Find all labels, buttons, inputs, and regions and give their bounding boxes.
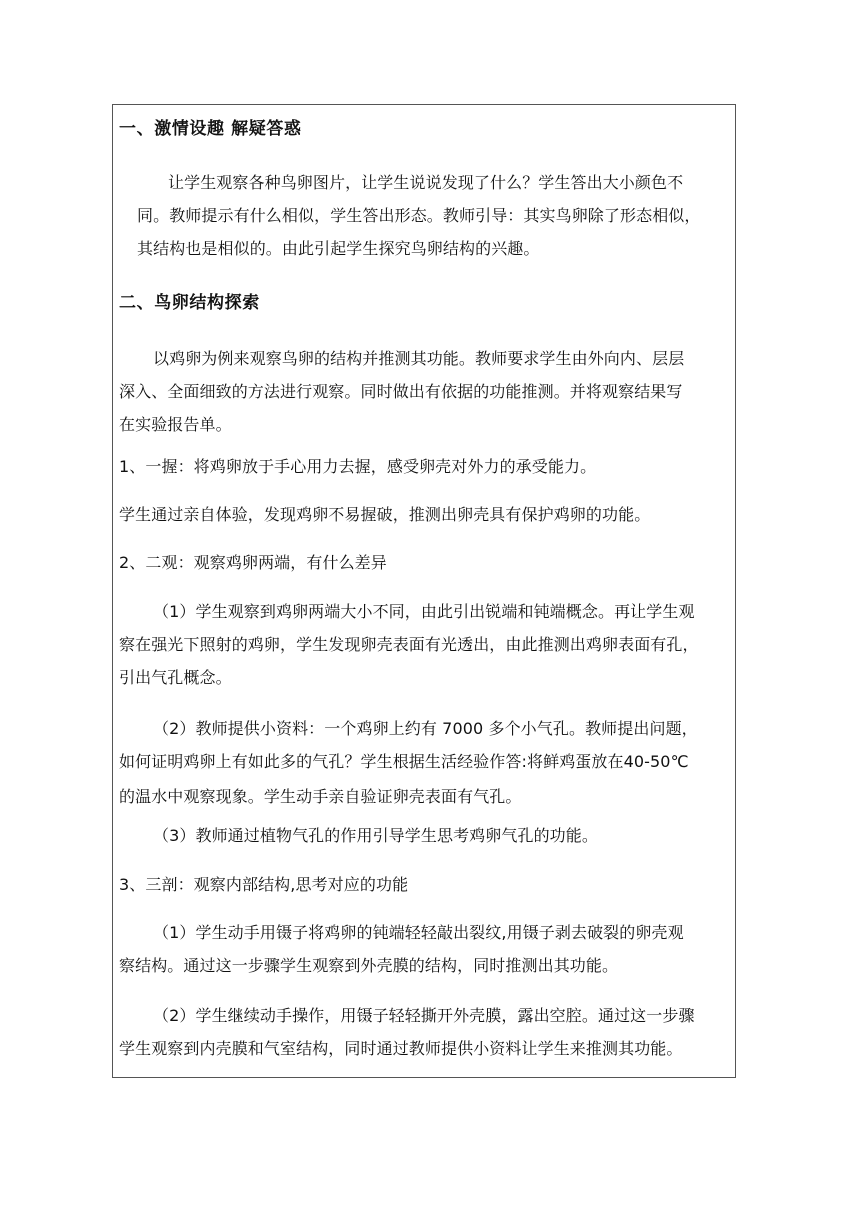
step-title: 2、二观：观察鸡卵两端，有什么差异 <box>119 553 387 572</box>
text-line: 让学生观察各种鸟卵图片，让学生说说发现了什么？学生答出大小颜色不 <box>168 173 684 192</box>
text-line: 其结构也是相似的。由此引起学生探究鸟卵结构的兴趣。 <box>137 239 540 258</box>
section-heading: 一、激情设趣 解疑答惑 <box>119 119 302 139</box>
text-line: 学生观察到内壳膜和气室结构，同时通过教师提供小资料让学生来推测其功能。 <box>119 1039 683 1058</box>
text-line: 同。教师提示有什么相似，学生答出形态。教师引导：其实鸟卵除了形态相似， <box>137 206 701 225</box>
text-line: 以鸡卵为例来观察鸟卵的结构并推测其功能。教师要求学生由外向内、层层 <box>153 349 685 368</box>
step-title: 3、三剖：观察内部结构,思考对应的功能 <box>119 875 409 894</box>
text-line: （1）学生观察到鸡卵两端大小不同，由此引出锐端和钝端概念。再让学生观 <box>153 602 695 621</box>
text-line: 如何证明鸡卵上有如此多的气孔？学生根据生活经验作答:将鲜鸡蛋放在40-50℃ <box>119 752 689 771</box>
text-line: （1）学生动手用镊子将鸡卵的钝端轻轻敲出裂纹,用镊子剥去破裂的卵壳观 <box>153 923 684 942</box>
text-line: 察结构。通过这一步骤学生观察到外壳膜的结构，同时推测出其功能。 <box>119 956 619 975</box>
text-line: 的温水中观察现象。学生动手亲自验证卵壳表面有气孔。 <box>119 787 522 806</box>
text-line: 深入、全面细致的方法进行观察。同时做出有依据的功能推测。并将观察结果写 <box>119 382 683 401</box>
text-line: （2）学生继续动手操作，用镊子轻轻撕开外壳膜，露出空腔。通过这一步骤 <box>153 1006 695 1025</box>
text-line: （3）教师通过植物气孔的作用引导学生思考鸡卵气孔的功能。 <box>153 826 598 845</box>
text-line: 察在强光下照射的鸡卵，学生发现卵壳表面有光透出，由此推测出鸡卵表面有孔， <box>119 635 699 654</box>
section-heading: 二、鸟卵结构探索 <box>119 293 260 313</box>
step-title: 1、一握：将鸡卵放于手心用力去握，感受卵壳对外力的承受能力。 <box>119 457 597 476</box>
text-line: 引出气孔概念。 <box>119 668 232 687</box>
text-line: 学生通过亲自体验，发现鸡卵不易握破，推测出卵壳具有保护鸡卵的功能。 <box>119 505 651 524</box>
text-line: 在实验报告单。 <box>119 415 232 434</box>
text-line: （2）教师提供小资料：一个鸡卵上约有 7000 多个小气孔。教师提出问题， <box>153 719 698 738</box>
